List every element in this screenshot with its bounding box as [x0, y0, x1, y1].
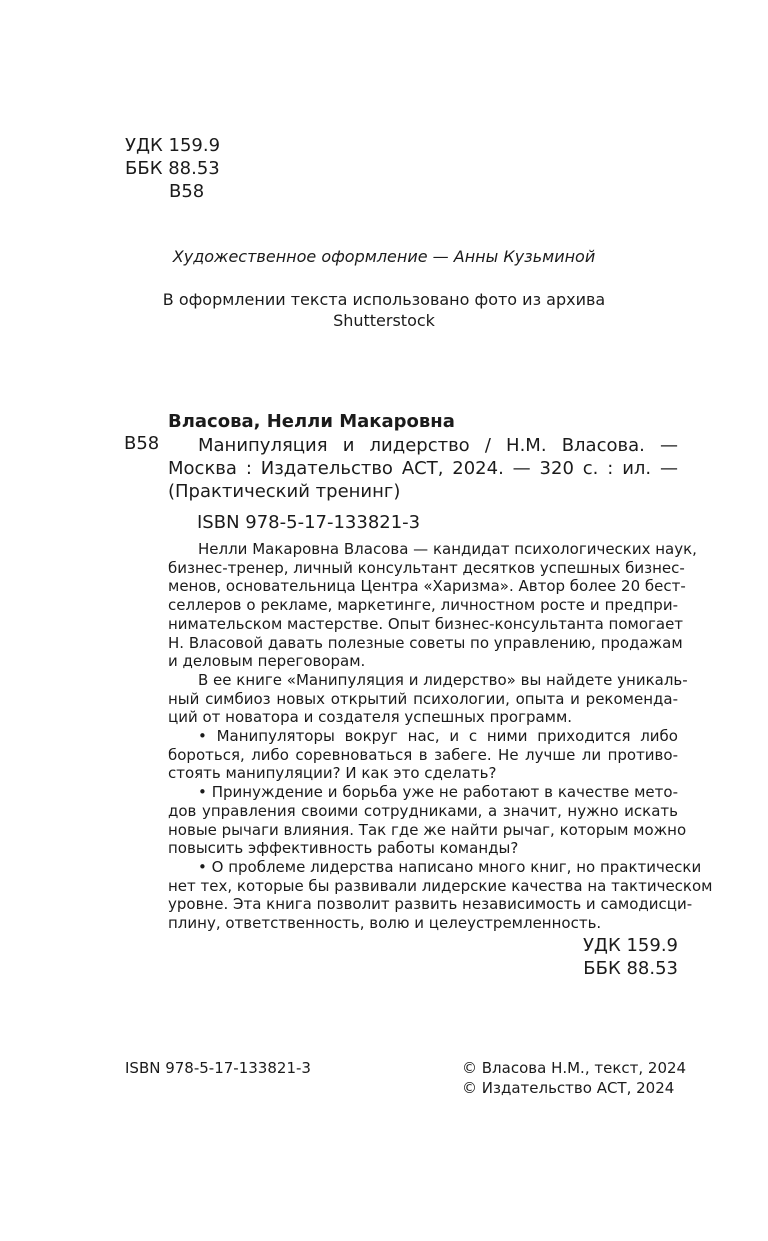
- annotation-line: дов управления своими сотрудниками, а значит, нужно искать: [168, 801, 678, 820]
- bibliographic-description: [168, 434, 678, 503]
- annotation: [168, 540, 713, 933]
- biblio-line: Манипуляция и лидерство / Н.М. Власова. —: [198, 435, 678, 456]
- annotation-line: стоять манипуляции? И как это сделать?: [168, 764, 497, 783]
- annotation-line: повысить эффективность работы команды?: [168, 839, 519, 858]
- annotation-line: селлеров о рекламе, маркетинге, личностном росте и предпри-: [168, 596, 678, 615]
- footer-isbn: ISBN 978-5-17-133821-3: [125, 1059, 311, 1077]
- catalog-isbn: ISBN 978-5-17-133821-3: [197, 512, 421, 533]
- annotation-line: Нелли Макаровна Власова — кандидат психологических наук,: [198, 540, 697, 558]
- annotation-line: бизнес-тренер, личный консультант десятков успешных бизнес-: [168, 558, 685, 577]
- copyright-block: [462, 1058, 686, 1098]
- author-sign: В58: [169, 181, 205, 202]
- annotation-line: • Манипуляторы вокруг нас, и с ними приходится либо: [198, 727, 678, 746]
- art-credit: Художественное оформление — Анны Кузьминой: [172, 247, 596, 266]
- annotation-line: ный симбиоз новых открытий психологии, опыта и рекоменда-: [168, 689, 678, 708]
- biblio-line: (Практический тренинг): [168, 481, 401, 502]
- annotation-line: бороться, либо соревноваться в забеге. Не лучше ли противо-: [168, 745, 678, 764]
- annotation-line: нимательском мастерстве. Опыт бизнес-консультанта помогает: [168, 614, 684, 633]
- annotation-line: плину, ответственность, волю и целеустремленность.: [168, 914, 602, 933]
- bbk-code: ББК 88.53: [125, 158, 220, 179]
- udk-code: УДК 159.9: [125, 135, 221, 156]
- catalog-author: Власова, Нелли Макаровна: [168, 411, 455, 432]
- annotation-line: Н. Власовой давать полезные советы по управлению, продажам: [168, 633, 683, 652]
- biblio-line: Москва : Издательство АСТ, 2024. — 320 с. : ил. —: [168, 458, 678, 479]
- annotation-line: ций от новатора и создателя успешных программ.: [168, 708, 573, 727]
- annotation-line: и деловым переговорам.: [168, 652, 366, 671]
- annotation-line: В ее книге «Манипуляция и лидерство» вы найдете уникаль-: [198, 670, 688, 689]
- copyright-line: © Издательство АСТ, 2024: [462, 1079, 675, 1097]
- annotation-line: менов, основательница Центра «Харизма». Автор более 20 бест-: [168, 577, 686, 596]
- photo-credit-line: В оформлении текста использовано фото из архива: [162, 290, 606, 309]
- classification-bottom: [168, 934, 678, 980]
- copyright-line: © Власова Н.М., текст, 2024: [462, 1059, 687, 1077]
- classification-block: [125, 134, 220, 203]
- photo-credit-source: Shutterstock: [333, 311, 435, 330]
- annotation-line: • Принуждение и борьба уже не работают в качестве мето-: [198, 783, 678, 802]
- catalog-code: В58: [124, 433, 160, 454]
- udk-code: УДК 159.9: [582, 935, 678, 956]
- annotation-line: уровне. Эта книга позволит развить независимость и самодисци-: [168, 895, 693, 914]
- annotation-line: новые рычаги влияния. Так где же найти рычаг, которым можно: [168, 820, 687, 839]
- annotation-line: • О проблеме лидерства написано много книг, но практически: [198, 857, 702, 876]
- annotation-line: нет тех, которые бы развивали лидерские качества на тактическом: [168, 876, 713, 895]
- bbk-code: ББК 88.53: [583, 958, 678, 979]
- photo-credit: [0, 289, 768, 331]
